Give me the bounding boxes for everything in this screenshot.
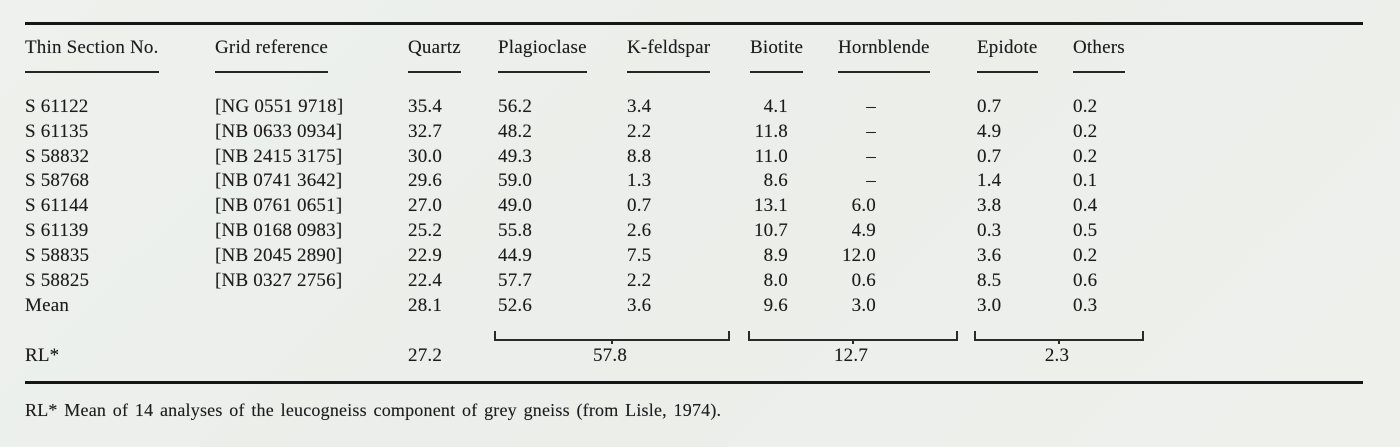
table-top-rule [25,22,1363,25]
cell-grid-reference: [NB 2045 2890] [215,245,343,266]
cell-biotite: 8.6 [763,170,788,191]
column-header-biotite: Biotite [750,37,803,73]
cell-others: 0.2 [1073,245,1098,266]
cell-k-feldspar: 3.4 [627,96,652,117]
table-row-mean [0,295,1400,317]
cell-biotite: 4.1 [763,96,788,117]
rl-group-value-plagioclase-kfeldspar: 57.8 [592,345,628,366]
cell-k-feldspar: 7.5 [627,245,652,266]
cell-plagioclase: 59.0 [498,170,533,191]
cell-plagioclase: 49.0 [498,195,533,216]
cell-biotite: 11.0 [754,146,788,167]
cell-quartz: 29.6 [408,170,443,191]
cell-thin-section-no: S 61144 [25,195,89,216]
cell-biotite: 13.1 [753,195,788,216]
cell-epidote: 8.5 [977,270,1002,291]
table-row [0,220,1400,242]
column-header-thin-section-no: Thin Section No. [25,37,159,73]
cell-biotite: 8.9 [763,245,788,266]
cell-others: 0.6 [1073,270,1098,291]
cell-grid-reference: [NB 0741 3642] [215,170,343,191]
cell-plagioclase: 56.2 [498,96,533,117]
cell-epidote: 3.8 [977,195,1002,216]
cell-hornblende: 4.9 [851,220,876,241]
cell-plagioclase: 57.7 [498,270,533,291]
cell-others: 0.2 [1073,121,1098,142]
cell-grid-reference: [NB 0633 0934] [215,121,343,142]
cell-thin-section-no: S 58835 [25,245,90,266]
cell-plagioclase: 52.6 [498,295,533,316]
cell-hornblende: – [866,121,876,142]
cell-epidote: 0.3 [977,220,1002,241]
cell-k-feldspar: 8.8 [627,146,652,167]
cell-biotite: 11.8 [754,121,788,142]
cell-thin-section-no: S 61122 [25,96,89,117]
cell-others: 0.3 [1073,295,1098,316]
table-bottom-rule [25,381,1363,384]
cell-hornblende: – [866,96,876,117]
cell-k-feldspar: 3.6 [627,295,652,316]
cell-epidote: 4.9 [977,121,1002,142]
cell-hornblende: 0.6 [851,270,876,291]
cell-plagioclase: 55.8 [498,220,533,241]
cell-biotite: 8.0 [763,270,788,291]
cell-thin-section-no: S 58832 [25,146,90,167]
rl-group-value-epidote-others: 2.3 [1044,345,1070,366]
cell-thin-section-no: S 61135 [25,121,89,142]
cell-k-feldspar: 2.6 [627,220,652,241]
cell-thin-section-no: S 58825 [25,270,90,291]
cell-thin-section-no: Mean [25,295,70,316]
table-footnote: RL* Mean of 14 analyses of the leucogneiss component of grey gneiss (from Lisle, 1974). [25,400,722,420]
cell-k-feldspar: 1.3 [627,170,652,191]
cell-k-feldspar: 0.7 [627,195,652,216]
cell-hornblende: 3.0 [851,295,876,316]
cell-biotite: 10.7 [753,220,788,241]
cell-others: 0.2 [1073,146,1098,167]
column-header-k-feldspar: K-feldspar [627,37,710,73]
table-row [0,270,1400,292]
table-row [0,245,1400,267]
rl-group-value-biotite-hornblende: 12.7 [833,345,869,366]
cell-others: 0.4 [1073,195,1098,216]
cell-grid-reference: [NB 0168 0983] [215,220,343,241]
column-header-plagioclase: Plagioclase [498,37,587,73]
cell-others: 0.1 [1073,170,1098,191]
cell-hornblende: – [866,170,876,191]
cell-grid-reference: [NB 0761 0651] [215,195,343,216]
cell-k-feldspar: 2.2 [627,270,652,291]
cell-quartz: 22.9 [408,245,443,266]
group-bracket-biotite-hornblende [748,331,958,341]
cell-grid-reference: [NG 0551 9718] [215,96,344,117]
cell-hornblende: 12.0 [841,245,876,266]
cell-quartz: 25.2 [408,220,443,241]
cell-others: 0.5 [1073,220,1098,241]
column-header-others: Others [1073,37,1125,73]
cell-epidote: 3.0 [977,295,1002,316]
table-row [0,146,1400,168]
cell-hornblende: – [866,146,876,167]
cell-plagioclase: 49.3 [498,146,533,167]
cell-plagioclase: 48.2 [498,121,533,142]
cell-thin-section-no: S 61139 [25,220,89,241]
rl-quartz-value: 27.2 [408,345,443,366]
cell-epidote: 0.7 [977,146,1002,167]
column-header-grid-reference: Grid reference [215,37,328,73]
column-header-epidote: Epidote [977,37,1038,73]
table-row [0,195,1400,217]
table-header-row [0,37,1400,59]
cell-quartz: 27.0 [408,195,443,216]
cell-biotite: 9.6 [763,295,788,316]
cell-epidote: 1.4 [977,170,1002,191]
table-row [0,96,1400,118]
cell-quartz: 35.4 [408,96,443,117]
group-bracket-epidote-others [974,331,1144,341]
group-bracket-plagioclase-kfeldspar [494,331,730,341]
cell-quartz: 30.0 [408,146,443,167]
cell-epidote: 0.7 [977,96,1002,117]
cell-quartz: 32.7 [408,121,443,142]
cell-k-feldspar: 2.2 [627,121,652,142]
cell-thin-section-no: S 58768 [25,170,90,191]
cell-grid-reference: [NB 0327 2756] [215,270,343,291]
cell-quartz: 22.4 [408,270,443,291]
table-row [0,170,1400,192]
cell-epidote: 3.6 [977,245,1002,266]
table-row [0,121,1400,143]
cell-others: 0.2 [1073,96,1098,117]
cell-hornblende: 6.0 [851,195,876,216]
cell-quartz: 28.1 [408,295,443,316]
column-header-quartz: Quartz [408,37,461,73]
cell-grid-reference: [NB 2415 3175] [215,146,343,167]
cell-plagioclase: 44.9 [498,245,533,266]
column-header-hornblende: Hornblende [838,37,930,73]
rl-summary-row [0,345,1400,367]
rl-label: RL* [25,345,60,366]
